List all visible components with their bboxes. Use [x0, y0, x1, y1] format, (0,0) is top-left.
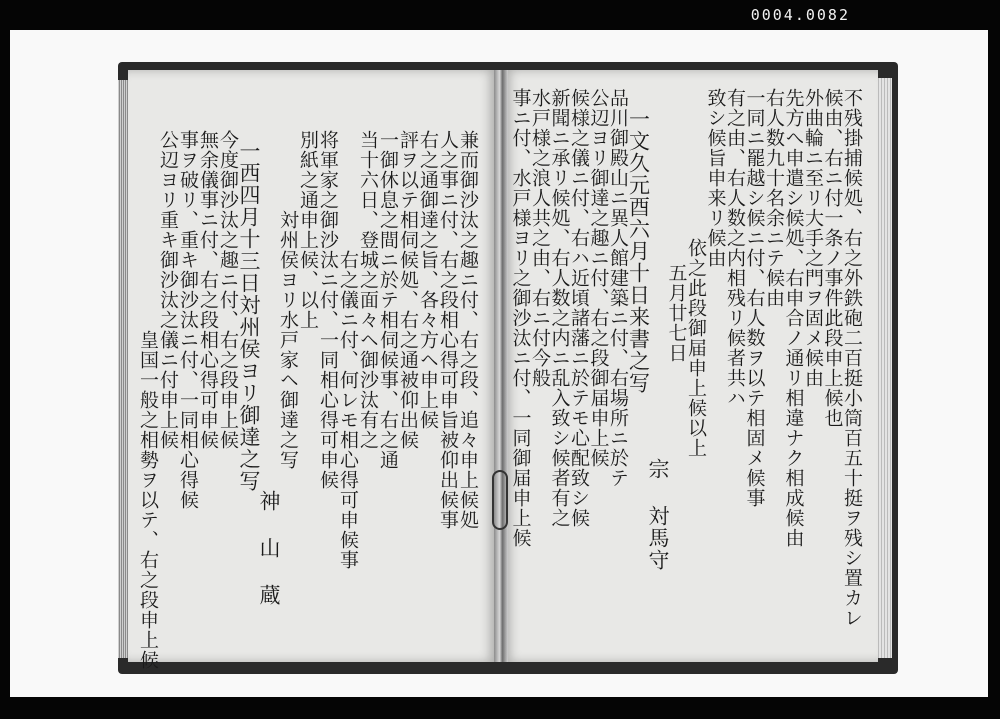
- right-page-column: 先方へ申遣シ候処、右申合ノ通リ相違ナク相成候由: [782, 88, 805, 548]
- right-page-column: 公辺ヨリ御達之趣ニ付、右之段御届申上候: [587, 88, 610, 468]
- left-page-column: 当十六日、登城之面々ヘ御沙汰有之: [357, 130, 379, 450]
- right-page-column: 候様之儀ニ付、右ハ近頃諸藩ニ於テモ心配致シ候: [568, 88, 590, 528]
- left-page-column: 皇国一般之相勢ヲ以テ、右之段申上候: [137, 330, 159, 670]
- left-page: [128, 70, 498, 670]
- right-page: [502, 70, 878, 662]
- left-page-column: 兼而御沙汰之趣ニ付、右之段、追々申上候処: [457, 130, 479, 530]
- right-page-column: 不残掛捕候処、右之外鉄砲二百挺小筒百五十挺ヲ残シ置カレ: [841, 88, 863, 628]
- left-page-column: 対州侯ヨリ水戸家ヘ御達之写: [277, 210, 299, 470]
- right-page-column: 外曲輪ニ至リ大手之門ヲ固メ候由: [802, 88, 824, 388]
- right-page-edges: [878, 78, 892, 658]
- left-page-column: 一御休息之間ニ於テ相伺候事、右之通: [377, 130, 399, 470]
- left-page-column: 一西四月十三日対州侯ヨリ御達之写: [237, 140, 261, 492]
- left-page-column: 評ヲ以テ相伺候処、右之通被仰出候: [397, 130, 419, 450]
- right-page-column: 宗 対馬守: [646, 458, 670, 571]
- right-page-column: 五月廿七日: [665, 263, 688, 363]
- left-page-column: 将軍家之御沙汰ニ付、一同相心得可申候: [317, 130, 339, 490]
- right-page-column: 有之由、右人数之内相残リ候者共ハ: [724, 88, 746, 408]
- right-page-column: 新聞ニ承リ候処、右人数之内ニ乱入致シ候者有之: [548, 88, 571, 528]
- right-page-column: 品川御殿山ニ異人館建築ニ付、右場所ニ於テ: [607, 88, 629, 488]
- right-page-column: 候由、右ニ付一条ノ事件此段申上候也: [821, 88, 844, 428]
- left-page-column: 無余儀事ニ付、右之段相心得可申候: [197, 130, 219, 450]
- left-page-column: 神 山 蔵: [257, 490, 281, 606]
- right-page-column: 一同ニ罷越シ候ニ付、右人数ヲ以テ相固メ候事: [743, 88, 766, 508]
- left-page-column: 右之儀ニ付、何レモ相心得可申候事: [337, 250, 359, 570]
- right-page-column: 水戸様之浪人共之由、右ニ付今般: [529, 88, 551, 388]
- left-page-column: 別紙之通申上候、以上: [297, 130, 319, 330]
- book-gutter: [494, 70, 508, 662]
- right-page-column: 右人数九十名余ニテ候由: [763, 88, 785, 308]
- microfilm-frame-number: 0004.0082: [750, 6, 850, 24]
- left-page-edges: [118, 80, 128, 658]
- left-page-column: 今度御沙汰之趣ニ付、右之段申上候: [217, 130, 239, 450]
- binding-thread-mark: [492, 470, 508, 530]
- left-page-column: 事ヲ破リ、重キ御沙汰ニ付、一同相心得候: [177, 130, 199, 510]
- left-page-column: 公辺ヨリ重キ御沙汰之儀ニ付申上候: [157, 130, 179, 450]
- right-page-column: 依之此段御届申上候以上: [685, 238, 707, 458]
- right-page-column: 一文久元酉六月十日来書之写: [626, 108, 651, 394]
- right-page-column: 事ニ付、水戸様ヨリ之御沙汰ニ付、一同御届申上候: [509, 88, 532, 548]
- left-page-column: 人之事ニ付、右之段相心得可申旨被仰出候事: [437, 130, 459, 530]
- left-page-column: 右之通御達之旨、各々方ヘ申上候: [417, 130, 439, 430]
- right-page-column: 致シ候旨申来リ候由: [704, 88, 727, 268]
